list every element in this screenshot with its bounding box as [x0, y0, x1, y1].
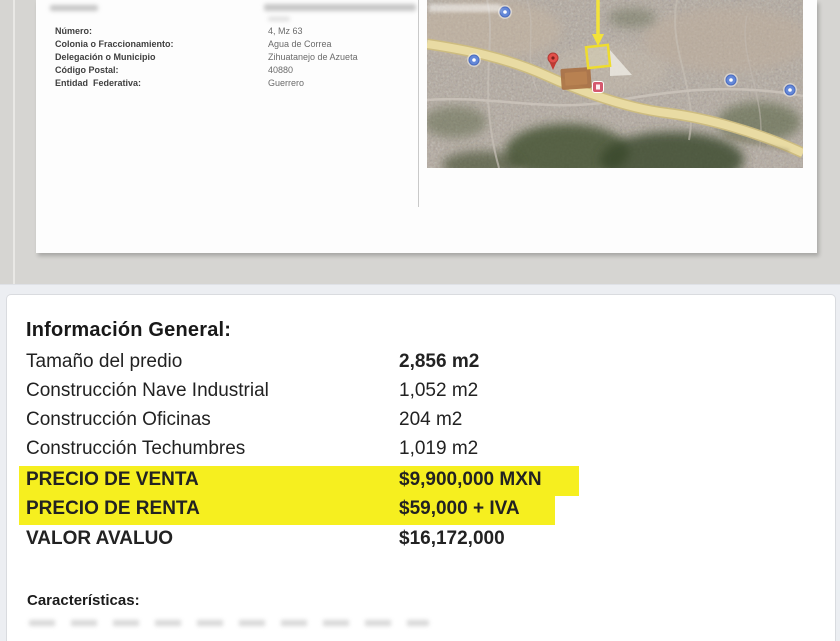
- blurred-text: [29, 620, 429, 626]
- blue-place-marker-icon: [724, 73, 738, 87]
- satellite-map-image: [427, 0, 803, 168]
- info-row-value: 204 m2: [399, 409, 463, 430]
- property-outline-rect: [586, 45, 610, 68]
- info-row-avaluo: [7, 528, 835, 557]
- info-panel: [6, 294, 836, 641]
- info-row: [7, 351, 835, 380]
- info-row-label: Construcción Nave Industrial: [26, 380, 269, 401]
- info-row-label: Construcción Oficinas: [26, 409, 211, 430]
- info-row-label: PRECIO DE RENTA: [26, 498, 200, 519]
- info-row-value: 1,019 m2: [399, 438, 479, 459]
- info-row-value: 2,856 m2: [399, 351, 480, 372]
- pink-poi-marker-icon: [593, 82, 604, 93]
- info-row-value: 1,052 m2: [399, 380, 479, 401]
- blurred-text: [264, 4, 416, 11]
- blurred-text: [268, 17, 290, 21]
- section-heading: Información General:: [26, 319, 232, 341]
- address-field-value: Agua de Correa: [268, 39, 332, 49]
- info-row-label: Tamaño del predio: [26, 351, 183, 372]
- address-field-label: Colonia o Fraccionamiento:: [55, 39, 174, 49]
- blue-place-marker-icon: [783, 83, 797, 97]
- subsection-heading: Características:: [27, 592, 140, 609]
- blue-place-marker-icon: [467, 53, 481, 67]
- info-row-price-renta: [7, 498, 835, 527]
- address-field-value: Guerrero: [268, 78, 305, 88]
- address-field-label: Delegación o Municipio: [55, 52, 156, 62]
- photo-edge-line: [13, 0, 15, 284]
- satellite-map-svg: [427, 0, 803, 168]
- info-row-price-venta: [7, 469, 835, 498]
- address-field-label: Código Postal:: [55, 65, 119, 75]
- map-label-blur: [429, 4, 501, 12]
- address-field-label: Entidad Federativa:: [55, 78, 142, 88]
- blurred-text: [50, 5, 98, 11]
- info-row-value: $16,172,000: [399, 528, 505, 549]
- document-photo-area: [0, 0, 840, 284]
- info-row: [7, 380, 835, 409]
- address-field-value: Zihuatanejo de Azueta: [268, 52, 358, 62]
- address-field-value: 40880: [268, 65, 294, 75]
- info-row: [7, 438, 835, 467]
- info-row-label: VALOR AVALUO: [26, 528, 174, 549]
- address-field-label: Número:: [55, 26, 93, 36]
- info-row-label: Construcción Techumbres: [26, 438, 246, 459]
- info-row-value: $59,000 + IVA: [399, 498, 520, 519]
- info-row: [7, 409, 835, 438]
- table-column-divider: [418, 0, 419, 207]
- document-page: [36, 0, 817, 253]
- info-row-label: PRECIO DE VENTA: [26, 469, 199, 490]
- info-row-value: $9,900,000 MXN: [399, 469, 542, 490]
- address-field-value: 4, Mz 63: [268, 26, 303, 36]
